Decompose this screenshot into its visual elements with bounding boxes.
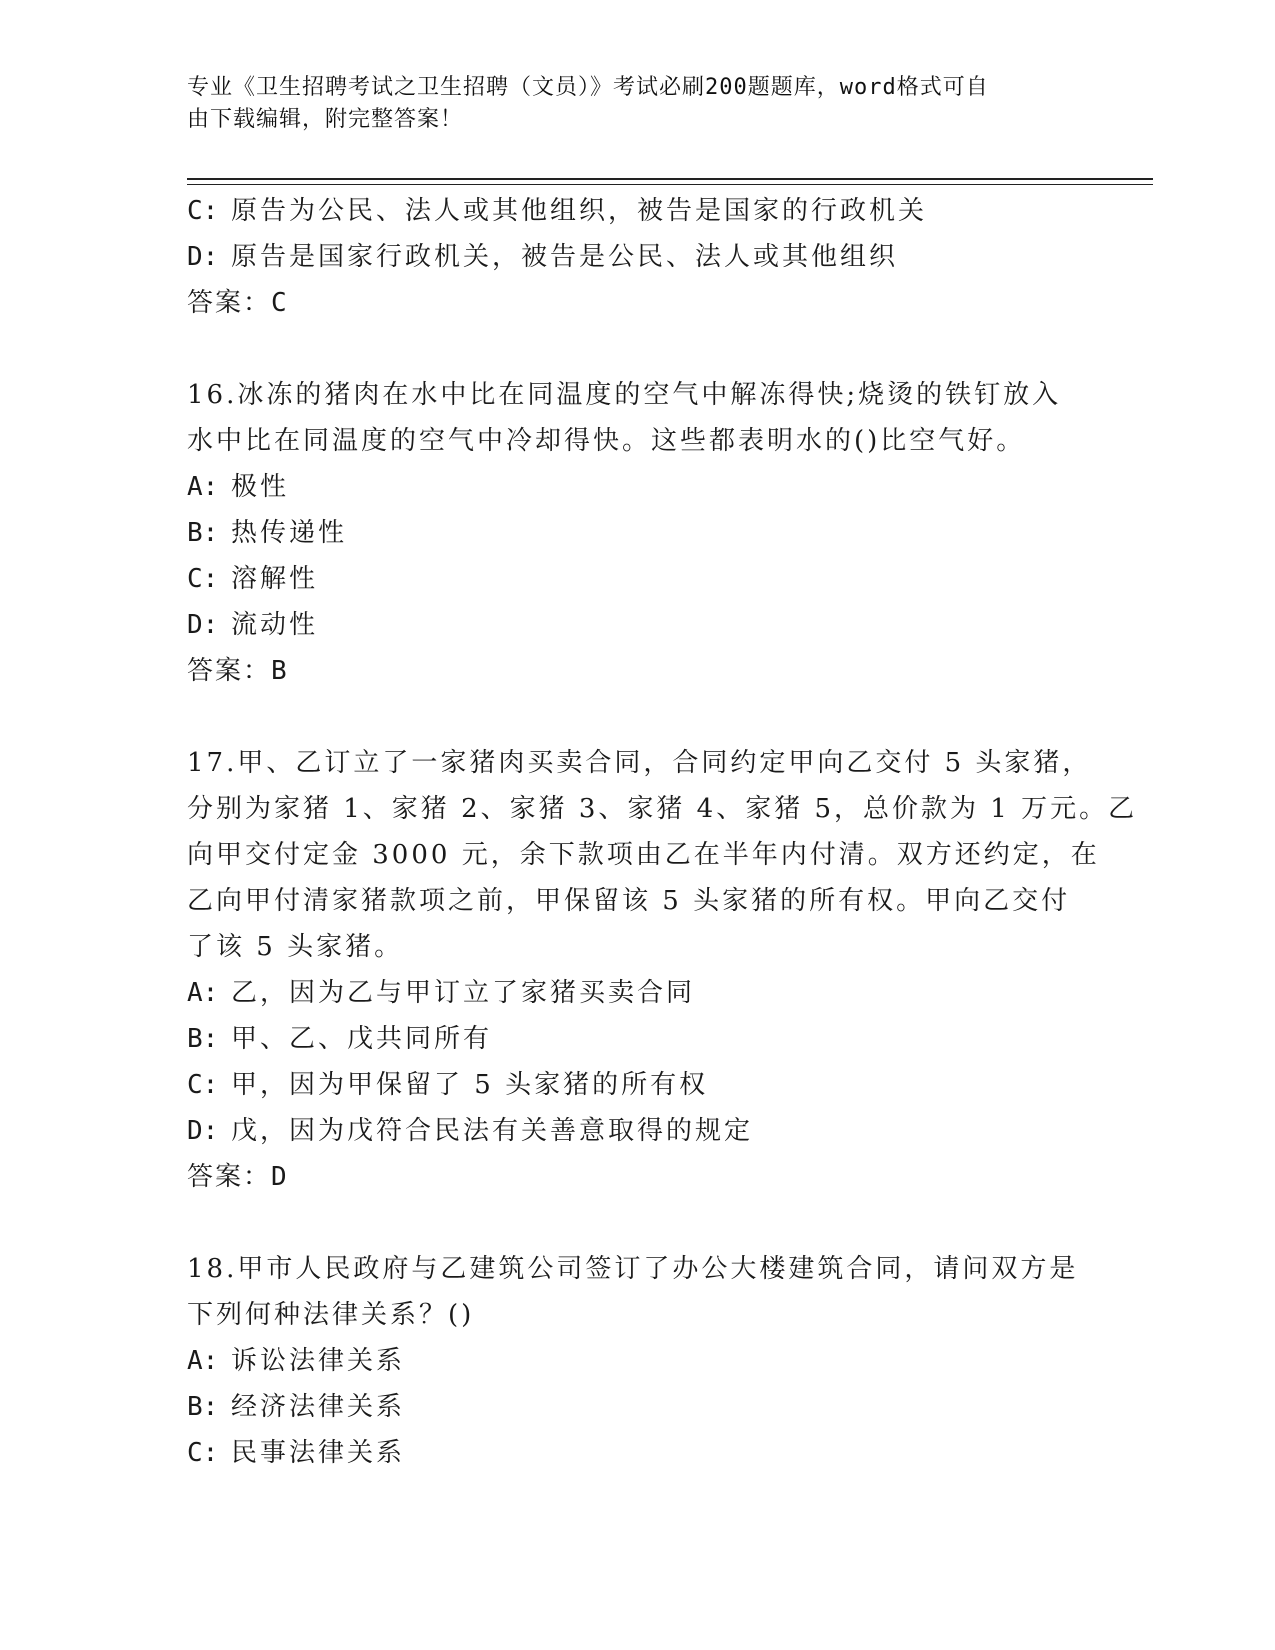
document-header: [187, 72, 1067, 136]
option-letter: A:: [187, 978, 219, 1008]
option-b: [187, 510, 1087, 556]
question-16: [187, 372, 1087, 694]
question-line: 16.冰冻的猪肉在水中比在同温度的空气中解冻得快;烧烫的铁钉放入: [187, 380, 1062, 410]
header-divider-thick: [187, 178, 1153, 180]
question-line: 18.甲市人民政府与乙建筑公司签订了办公大楼建筑合同，请问双方是: [187, 1254, 1079, 1284]
option-a: [187, 970, 1087, 1016]
question-line: 17.甲、乙订立了一家猪肉买卖合同，合同约定甲向乙交付 5 头家猪，: [187, 748, 1092, 778]
option-c: [187, 188, 1087, 234]
option-a: [187, 464, 1087, 510]
option-letter: C:: [187, 564, 219, 594]
option-d: [187, 1108, 1087, 1154]
option-text: 原告为公民、法人或其他组织，被告是国家的行政机关: [231, 196, 928, 226]
question-line: 分别为家猪 1、家猪 2、家猪 3、家猪 4、家猪 5，总价款为 1 万元。乙: [187, 794, 1138, 824]
answer-line: [187, 648, 1087, 694]
answer-value: B: [271, 656, 289, 686]
question-text: [187, 372, 1087, 464]
option-text: 热传递性: [231, 518, 348, 548]
option-text: 戊，因为戊符合民法有关善意取得的规定: [231, 1116, 754, 1146]
question-line: 乙向甲付清家猪款项之前，甲保留该 5 头家猪的所有权。甲向乙交付: [187, 886, 1071, 916]
option-letter: C:: [187, 1070, 219, 1100]
question-line: 水中比在同温度的空气中冷却得快。这些都表明水的()比空气好。: [187, 426, 1026, 456]
option-a: [187, 1338, 1087, 1384]
answer-value: D: [271, 1162, 289, 1192]
question-text: [187, 1246, 1087, 1338]
answer-label: 答案：: [187, 1162, 272, 1192]
answer-line: [187, 280, 1087, 326]
header-line-2: 由下载编辑，附完整答案！: [187, 107, 464, 132]
question-line: 下列何种法律关系？(): [187, 1300, 475, 1330]
option-letter: B:: [187, 1392, 219, 1422]
option-d: [187, 602, 1087, 648]
answer-label: 答案：: [187, 656, 272, 686]
option-letter: C:: [187, 196, 219, 226]
option-c: [187, 1430, 1087, 1476]
question-15-continued: [187, 188, 1087, 326]
option-letter: D:: [187, 242, 219, 272]
option-text: 甲、乙、戊共同所有: [231, 1024, 493, 1054]
option-d: [187, 234, 1087, 280]
question-18: [187, 1246, 1087, 1476]
option-c: [187, 1062, 1087, 1108]
option-text: 原告是国家行政机关，被告是公民、法人或其他组织: [231, 242, 899, 272]
option-text: 乙，因为乙与甲订立了家猪买卖合同: [231, 978, 696, 1008]
option-text: 甲，因为甲保留了 5 头家猪的所有权: [231, 1070, 709, 1100]
option-text: 诉讼法律关系: [231, 1346, 406, 1376]
header-divider-thin: [187, 184, 1153, 185]
option-text: 流动性: [231, 610, 319, 640]
question-list: [187, 188, 1138, 1476]
answer-value: C: [271, 288, 289, 318]
option-letter: B:: [187, 518, 219, 548]
option-letter: D:: [187, 1116, 219, 1146]
option-letter: A:: [187, 472, 219, 502]
question-text: [187, 740, 1138, 970]
question-line: 了该 5 头家猪。: [187, 932, 404, 962]
answer-label: 答案：: [187, 288, 272, 318]
option-b: [187, 1016, 1087, 1062]
option-letter: A:: [187, 1346, 219, 1376]
option-letter: C:: [187, 1438, 219, 1468]
option-letter: B:: [187, 1024, 219, 1054]
option-text: 经济法律关系: [231, 1392, 406, 1422]
option-text: 民事法律关系: [231, 1438, 406, 1468]
question-17: [187, 740, 1138, 1200]
option-text: 极性: [231, 472, 290, 502]
option-c: [187, 556, 1087, 602]
option-b: [187, 1384, 1087, 1430]
answer-line: [187, 1154, 1087, 1200]
option-letter: D:: [187, 610, 219, 640]
option-text: 溶解性: [231, 564, 319, 594]
header-line-1: 专业《卫生招聘考试之卫生招聘（文员）》考试必刷200题题库，word格式可自: [187, 75, 989, 100]
question-line: 向甲交付定金 3000 元，余下款项由乙在半年内付清。双方还约定，在: [187, 840, 1100, 870]
